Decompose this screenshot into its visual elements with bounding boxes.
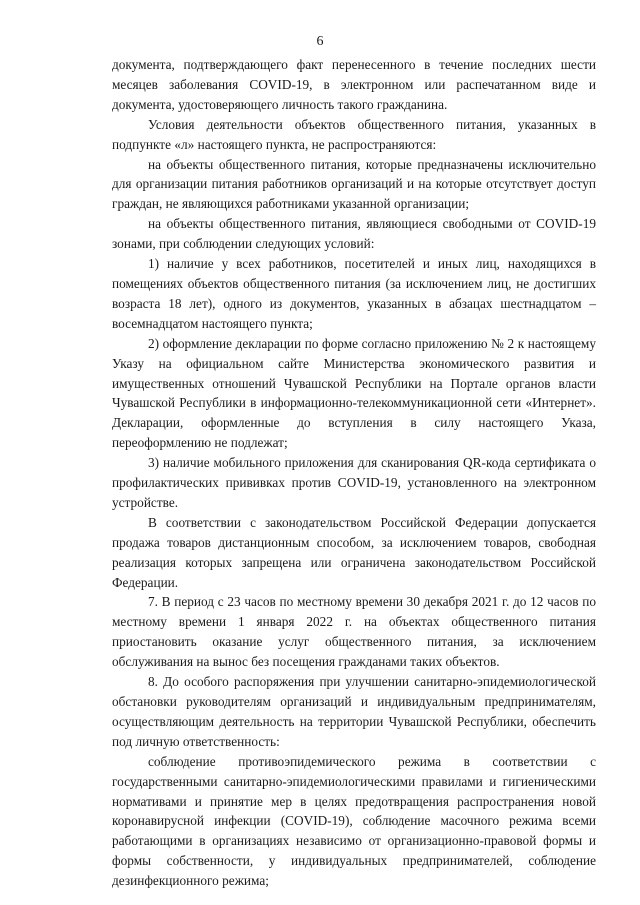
- paragraph: на объекты общественного питания, являющиеся свободными от COVID-19 зонами, при соблюдении следующих условий:: [112, 216, 596, 252]
- paragraph: 2) оформление декларации по форме согласно приложению № 2 к настоящему Указу на официальном сайте Министерства экономического развития и имущественных отношений Чувашской Республики на Портале органов власти Чувашской Республики в информационно-телекоммуникационной сети «Интернет». Декларации, оформленные до вступления в силу настоящего Указа, переоформлению не подлежат;: [112, 335, 596, 451]
- paragraph: В соответствии с законодательством Российской Федерации допускается продажа товаров дистанционным способом, за исключением товаров, свободная реализация которых запрещена или ограничена законодательством Российской Федерации.: [112, 514, 596, 590]
- paragraph: 3) наличие мобильного приложения для сканирования QR-кода сертификата о профилактических прививках против COVID-19, установленного на электронном устройстве.: [112, 455, 596, 510]
- paragraph: 7. В период с 23 часов по местному времени 30 декабря 2021 г. до 12 часов по местному времени 1 января 2022 г. на объектах общественного питания приостановить оказание услуг общественного питания, за исключением обслуживания на вынос без посещения гражданами таких объектов.: [112, 594, 596, 670]
- page-number: 6: [316, 34, 324, 49]
- paragraph: соблюдение противоэпидемического режима в соответствии с государственными санитарно-эпидемиологическими правилами и гигиеническими нормативами и принятие мер в целях предотвращения распространения новой коронавирусной инфекции (COVID-19), соблюдение масочного режима всеми работающими в организациях независимо от организационно-правовой формы и формы собственности, у индивидуальных предпринимателей, соблюдение дезинфекционного режима;: [112, 753, 596, 889]
- paragraph: 1) наличие у всех работников, посетителей и иных лиц, находящихся в помещениях объектов общественного питания (за исключением лиц, не достигших возраста 18 лет), одного из документов, указанных в абзацах шестнадцатом – восемнадцатом настоящего пункта;: [112, 256, 596, 331]
- paragraph: Условия деятельности объектов общественного питания, указанных в подпункте «л» настоящего пункта, не распространяются:: [112, 116, 596, 152]
- paragraph: на объекты общественного питания, которые предназначены исключительно для организации питания работников организаций и на которые отсутствует доступ граждан, не являющихся работниками указанной организации;: [112, 156, 596, 212]
- paragraph: документа, подтверждающего факт перенесенного в течение последних шести месяцев заболевания COVID-19, в электронном или распечатанном виде и документа, удостоверяющего личность такого гражданина.: [112, 57, 596, 112]
- document-body: [112, 55, 596, 891]
- paragraph: 8. До особого распоряжения при улучшении санитарно-эпидемиологической обстановки руководителям организаций и индивидуальным предпринимателям, осуществляющим деятельность на территории Чувашской Республики, обеспечить под личную ответственность:: [112, 674, 596, 749]
